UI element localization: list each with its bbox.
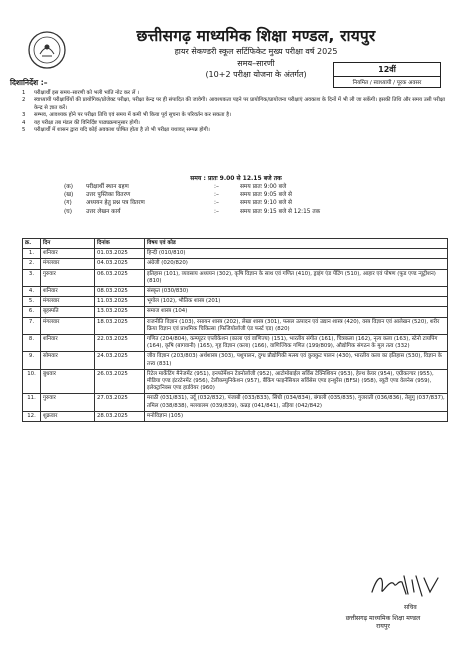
table-row: 1. शनिवार 01.03.2025 हिन्दी (010/810) bbox=[23, 249, 448, 259]
table-row: 11. गुरुवार 27.03.2025 मराठी (031/831), उर्दू (032/832), पंजाबी (033/833), सिंधी (034/834), बंगाली (035/835), गुजराती (036/836), तेलुगु (037/837), तमिल (038/838), मलयालम (039/839), कन्नड़ (041/841), उड़िया (042/842) bbox=[23, 394, 448, 411]
table-row: 6. बृहस्पति 13.03.2025 समाज शास्त्र (104) bbox=[23, 307, 448, 317]
class-label: 12वीं bbox=[334, 63, 440, 77]
exam-time-title: समय : प्रातः 9.00 से 12.15 बजे तक bbox=[190, 175, 282, 182]
guideline-item: 4 यह परीक्षा तब मंडल की विनिर्दिष्ट पाठ्यक्रमानुसार होगी। bbox=[22, 119, 140, 126]
col-subject: विषय एवं कोड bbox=[145, 239, 448, 249]
table-row: 9. सोमवार 24.03.2025 जीव विज्ञान (203/803) अर्थशास्त्र (303), पशुपालन, दुग्ध प्रौद्योगिकी मत्स्य एवं कुक्कुट पालन (430), भारतीय कला का इतिहास (530), विज्ञान के तत्त्व (831) bbox=[23, 352, 448, 369]
guideline-item: 3 सम्भव, आवश्यक होने पर परीक्षा तिथि एवं समय में कमी भी किया पूर्व सूचना के परिवर्तन कर सकता है। bbox=[22, 112, 232, 119]
col-day: दिन bbox=[41, 239, 95, 249]
guidelines-list bbox=[12, 90, 454, 134]
table-row: 10. बुधवार 26.03.2025 रिटेल मार्केटिंग मैनेजमेंट (951), इनफॉर्मेशन टेक्नोलॉजी (952), आटोमोबाईल सर्विस टेक्निशियन (953), हेल्थ केयर (954), एग्रीकल्चर (955), मीडिया एण्ड इंटरटेनमेंट (956), टेलीकम्युनिकेशन (957), बैंकिंग फाइनेंसियल सर्विसेस एण्ड इन्शुरेंस (BFSI) (958), ब्यूटी एण्ड वेलनेस (959), इलेक्ट्रानिक्स एण्ड हार्डवेयर (960) bbox=[23, 369, 448, 394]
guidelines-heading: दिशानिर्देश :– bbox=[10, 78, 48, 87]
table-row: 3. गुरुवार 06.03.2025 इतिहास (101), व्यवसाय अध्ययन (302), कृषि विज्ञान के साथ एवं गणित (410), ड्राइंग एंड पेंटिंग (510), आहार एवं पोषण (फूड एण्ड न्यूट्रीशन) (810) bbox=[23, 269, 448, 286]
guideline-item: 1 परीक्षार्थी इस समय–सारणी को भली भांति नोट कर लें । bbox=[22, 90, 140, 96]
schedule-row: (ख) उत्तर पुस्तिका वितरण :– समय प्रातः 9:05 बजे से bbox=[64, 192, 292, 199]
table-row: 5. मंगलवार 11.03.2025 भूगोल (102), भौतिक शास्त्र (201) bbox=[23, 297, 448, 307]
table-header-row bbox=[23, 239, 448, 249]
col-serial: क्र. bbox=[23, 239, 41, 249]
exam-subtitle: हायर सेकण्डरी स्कूल सर्टिफिकेट मुख्य परीक्षा वर्ष 2025 bbox=[174, 47, 338, 56]
timetable-heading: समय–सारणी bbox=[237, 59, 275, 68]
schedule-row: (ग) अध्ययन हेतु प्रश्न पत्र वितरण :– समय प्रातः 9:10 बजे से bbox=[64, 200, 292, 207]
board-emblem-icon bbox=[27, 30, 67, 70]
schedule-row: (क) परीक्षार्थी स्थान ग्रहण :– समय प्रातः 9:00 बजे bbox=[64, 184, 287, 190]
table-row: 12. शुक्रवार 28.03.2025 मनोविज्ञान (105) bbox=[23, 411, 448, 421]
table-row: 2. मंगलवार 04.03.2025 अंग्रेजी (020/820) bbox=[23, 259, 448, 269]
timetable bbox=[22, 238, 448, 422]
col-date: दिनांक bbox=[95, 239, 145, 249]
class-box bbox=[333, 62, 441, 88]
candidate-type-label: नियमित / स्वाध्यायी / पूरक अवसर bbox=[352, 80, 422, 86]
table-row: 8. शनिवार 22.03.2025 गणित (204/804), कम्प्यूटर एप्लीकेशन (काला एवं वाणिज्य) (151), भारतीय संगीत (161), चित्रकला (162), नृत्य कला (163), स्टेनो टायपिंग (164), कृषि (बागवानी) (165), गृह विज्ञान (कला) (166), वाणिज्यिक गणित (199/809), औद्योगिक संगठन के मूल तत्व (332) bbox=[23, 335, 448, 352]
table-row: 7. मंगलवार 18.03.2025 राजनीति विज्ञान (103), रसायन शास्त्र (202), लेखा शास्त्र (301), फसल उत्पादन एवं उद्यान शास्त्र (420), वस्त्र विज्ञान एवं आलेखन (520), शरीर क्रिया विज्ञान एवं प्राथमिक चिकित्सा (फिजियोलॉजी एंड फर्स्ट एड) (820) bbox=[23, 317, 448, 334]
guideline-item: 5 परीक्षार्थी में शासन द्वारा यदि कोई अवकाश घोषित होता है तो भी परीक्षा यथावत् सम्पन्न होगी। bbox=[22, 127, 210, 134]
guideline-item: 2 स्वाध्यायी परीक्षार्थियों की प्रायोगिक/प्रोजेक्ट परीक्षा, परीक्षा केन्द्र पर ही संपादित की जावेगी। आवश्यकता पड़ने पर प्रायोगिक/प्रायोजना परीक्षाएं अवकाश के दिनों में भी ली जा सकेंगी। इसकी तिथि और समय उसी परीक्षा केन्द्र से ज्ञात करें। bbox=[22, 97, 445, 111]
table-row: 4. शनिवार 08.03.2025 संस्कृत (030/830) bbox=[23, 287, 448, 297]
signature-mark bbox=[368, 570, 448, 600]
page-title: छत्तीसगढ़ माध्यमिक शिक्षा मण्डल, रायपुर bbox=[136, 27, 376, 45]
signature-label: सचिव bbox=[404, 604, 417, 611]
signatory-organization: छत्तीसगढ़ माध्यमिक शिक्षा मण्डल रायपुर bbox=[345, 615, 421, 630]
exam-schedule bbox=[64, 183, 394, 216]
scheme-heading: (10+2 परीक्षा योजना के अंतर्गत) bbox=[205, 70, 307, 79]
schedule-row: (घ) उत्तर लेखन कार्य :– समय प्रातः 9:15 बजे से 12:15 तक bbox=[64, 208, 321, 215]
